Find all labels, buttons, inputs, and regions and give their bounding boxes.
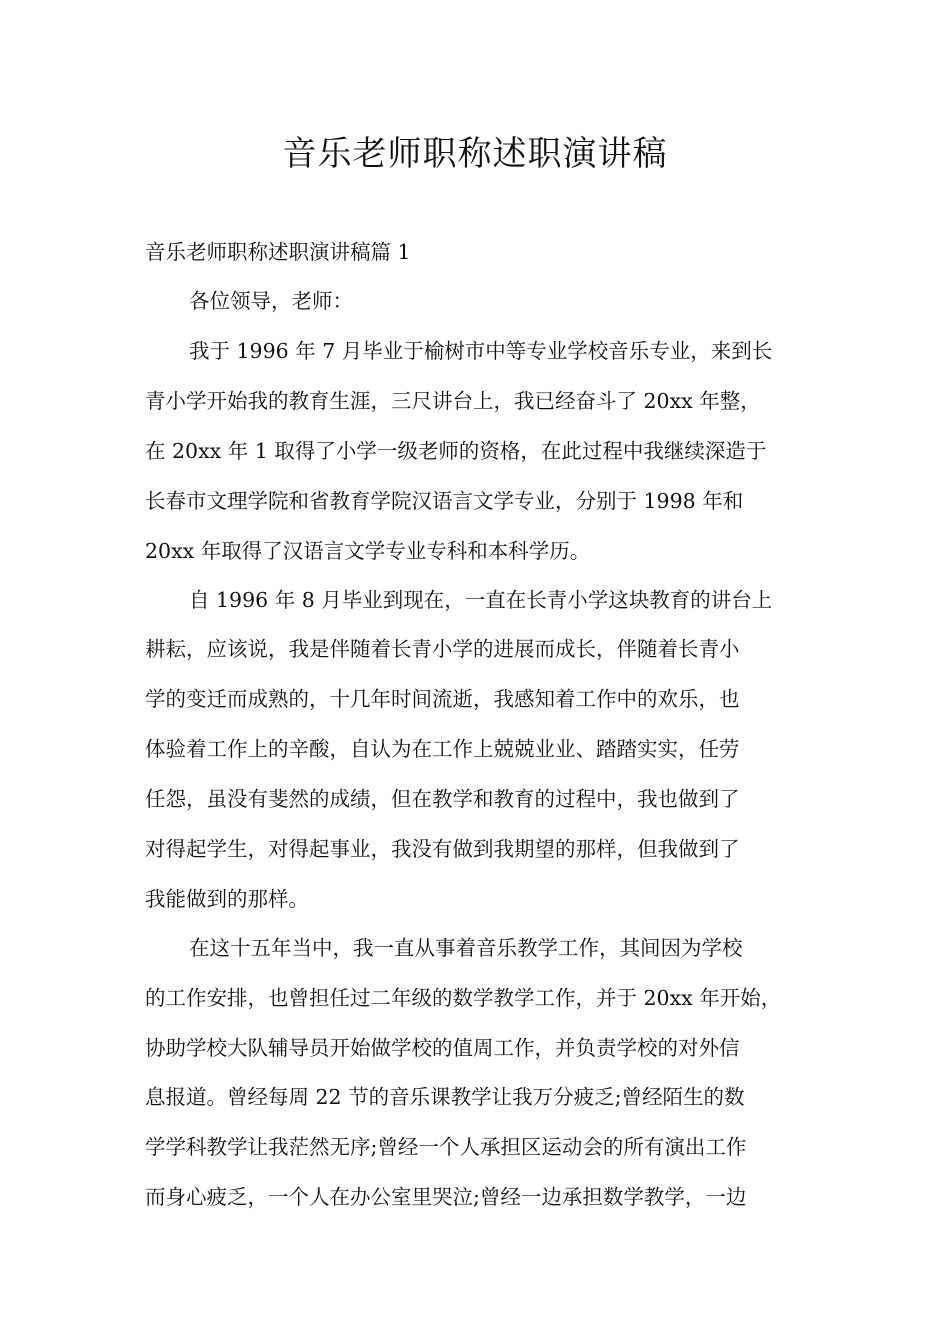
paragraph-3-line-4: 息报道。曾经每周 22 节的音乐课教学让我万分疲乏;曾经陌生的数 <box>145 1085 745 1109</box>
paragraph-1-line-5: 20xx 年取得了汉语言文学专业专科和本科学历。 <box>145 539 591 563</box>
paragraph-2-line-6: 对得起学生，对得起事业，我没有做到我期望的那样，但我做到了 <box>145 837 740 861</box>
paragraph-3-line-6: 而身心疲乏，一个人在办公室里哭泣;曾经一边承担数学教学，一边 <box>145 1185 747 1209</box>
paragraph-1-line-4: 长春市文理学院和省教育学院汉语言文学专业，分别于 1998 年和 <box>145 489 744 513</box>
paragraph-2-line-5: 任怨，虽没有斐然的成绩，但在教学和教育的过程中，我也做到了 <box>145 787 740 811</box>
paragraph-2-line-4: 体验着工作上的辛酸，自认为在工作上兢兢业业、踏踏实实，任劳 <box>145 737 740 761</box>
paragraph-3-line-2: 的工作安排，也曾担任过二年级的数学教学工作，并于 20xx 年开始， <box>145 986 782 1010</box>
paragraph-3-line-3: 协助学校大队辅导员开始做学校的值周工作，并负责学校的对外信 <box>145 1036 740 1060</box>
section-heading: 音乐老师职称述职演讲稿篇 1 <box>145 240 411 264</box>
paragraph-1-line-2: 青小学开始我的教育生涯，三尺讲台上，我已经奋斗了 20xx 年整， <box>145 389 761 413</box>
paragraph-2-line-3: 学的变迁而成熟的，十几年时间流逝，我感知着工作中的欢乐，也 <box>145 687 740 711</box>
paragraph-2-line-1: 自 1996 年 8 月毕业到现在，一直在长青小学这块教育的讲台上 <box>189 588 773 612</box>
paragraph-3-line-5: 学学科教学让我茫然无序;曾经一个人承担区运动会的所有演出工作 <box>145 1135 747 1159</box>
paragraph-1-line-1: 我于 1996 年 7 月毕业于榆树市中等专业学校音乐专业，来到长 <box>189 339 773 363</box>
paragraph-3-line-1: 在这十五年当中，我一直从事着音乐教学工作，其间因为学校 <box>189 936 743 960</box>
paragraph-2-line-2: 耕耘，应该说，我是伴随着长青小学的进展而成长，伴随着长青小 <box>145 637 740 661</box>
greeting: 各位领导，老师： <box>189 289 353 313</box>
paragraph-1-line-3: 在 20xx 年 1 取得了小学一级老师的资格，在此过程中我继续深造于 <box>145 439 767 463</box>
paragraph-2-line-7: 我能做到的那样。 <box>145 887 309 911</box>
document-title: 音乐老师职称述职演讲稿 <box>282 134 668 174</box>
